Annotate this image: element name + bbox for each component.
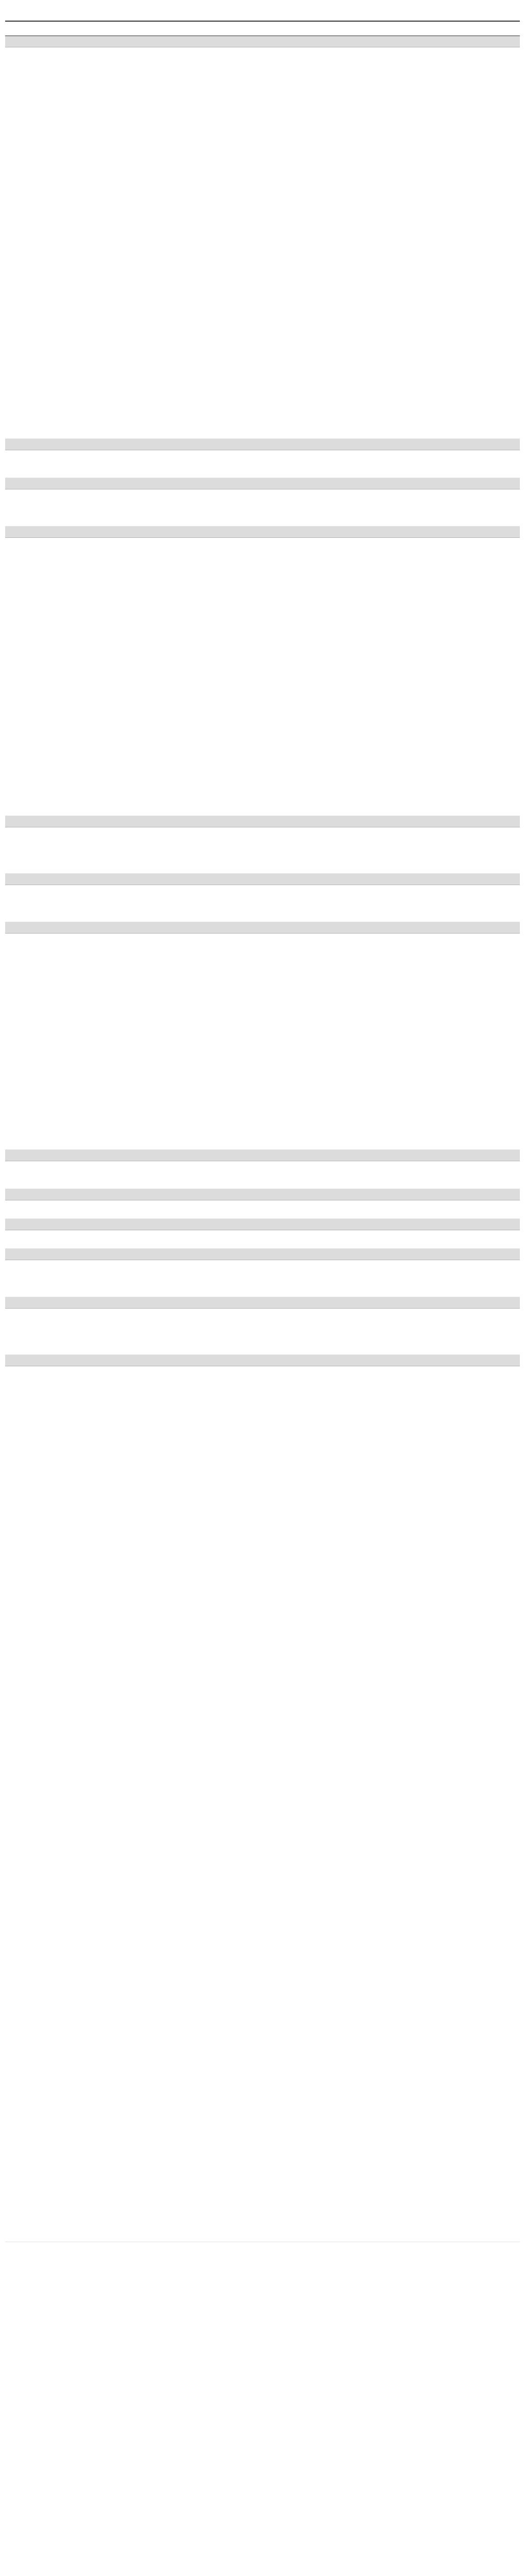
table-title xyxy=(5,7,520,21)
section-rows xyxy=(5,47,520,439)
section-heading xyxy=(5,874,520,885)
section-rows xyxy=(5,538,520,816)
section-rows xyxy=(5,1161,520,1189)
column-header xyxy=(93,22,196,36)
section-rows xyxy=(5,1309,520,1355)
column-header xyxy=(196,22,412,36)
section-rows xyxy=(5,827,520,874)
section-heading xyxy=(5,36,520,47)
section-rows xyxy=(5,450,520,478)
section-heading xyxy=(5,1150,520,1161)
table-body xyxy=(5,36,520,2242)
section-rows xyxy=(5,1366,520,2242)
section-heading xyxy=(5,439,520,450)
section-heading xyxy=(5,478,520,489)
section-rows xyxy=(5,934,520,1150)
section-rows xyxy=(5,885,520,922)
section-heading xyxy=(5,1189,520,1200)
section-rows xyxy=(5,1230,520,1249)
section-rows xyxy=(5,489,520,527)
section-rows xyxy=(5,1200,520,1219)
section-heading xyxy=(5,1355,520,1366)
section-heading xyxy=(5,816,520,827)
section-heading xyxy=(5,1249,520,1260)
section-heading xyxy=(5,922,520,934)
section-heading xyxy=(5,1297,520,1309)
section-heading xyxy=(5,527,520,538)
column-header xyxy=(5,22,93,36)
section-heading xyxy=(5,1219,520,1230)
column-header xyxy=(412,22,520,36)
section-rows xyxy=(5,1260,520,1297)
table-header xyxy=(5,21,520,36)
